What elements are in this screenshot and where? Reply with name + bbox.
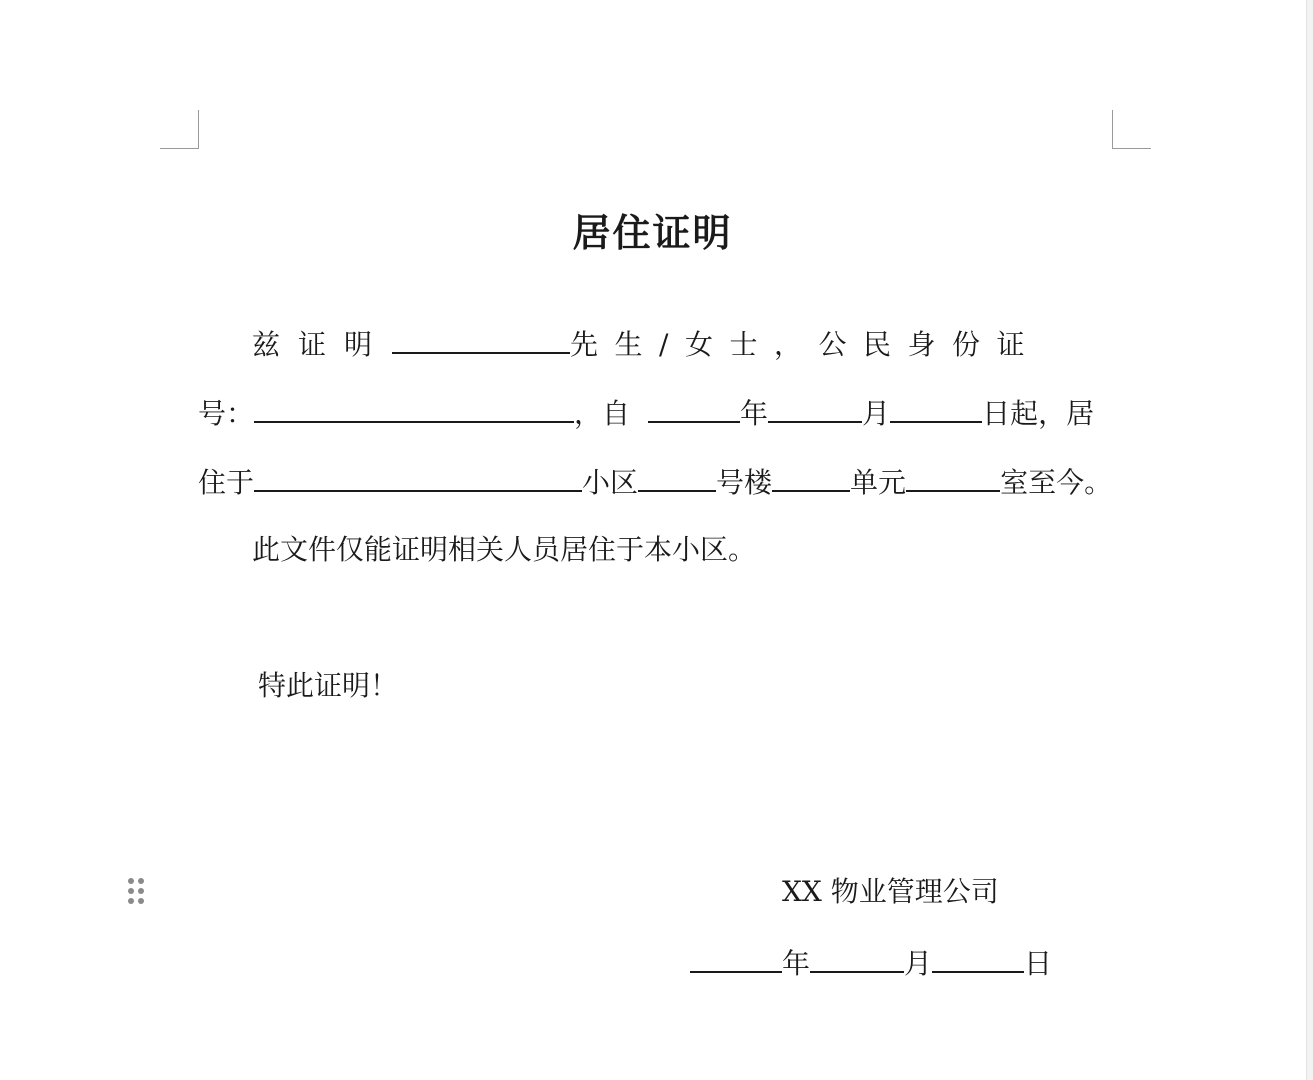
signature-date-line (690, 941, 1052, 984)
text-room-until-now: 室至今。 (1000, 466, 1113, 499)
text-day-reside: 日起，居 (982, 397, 1095, 430)
start-year-blank[interactable] (648, 391, 740, 423)
text-building: 号楼 (716, 466, 773, 499)
sign-day-blank[interactable] (932, 941, 1024, 973)
text-unit: 单元 (850, 466, 907, 499)
name-blank[interactable] (392, 322, 570, 354)
text-sign-year: 年 (782, 947, 811, 980)
closing-text: 特此证明！ (258, 669, 399, 702)
sign-month-blank[interactable] (810, 941, 904, 973)
drag-handle-icon[interactable] (128, 878, 146, 906)
document-title: 居住证明 (572, 210, 733, 255)
body-line-1 (252, 322, 1041, 365)
text-year: 年 (740, 397, 769, 430)
sign-year-blank[interactable] (690, 941, 782, 973)
company-name: XX 物业管理公司 (782, 875, 999, 908)
id-number-blank[interactable] (254, 391, 574, 423)
start-day-blank[interactable] (890, 391, 982, 423)
community-blank[interactable] (254, 460, 582, 492)
window-scroll-edge (1306, 0, 1313, 1080)
margin-corner-top-left (160, 110, 199, 149)
text-community: 小区 (582, 466, 639, 499)
body-line-4: 此文件仅能证明相关人员居住于本小区。 (252, 533, 757, 566)
room-blank[interactable] (906, 460, 1000, 492)
building-blank[interactable] (638, 460, 716, 492)
text-sign-day: 日 (1024, 947, 1053, 980)
text-month: 月 (862, 397, 891, 430)
text-certify: 兹证明 (252, 328, 391, 361)
unit-blank[interactable] (772, 460, 850, 492)
start-month-blank[interactable] (768, 391, 862, 423)
body-line-2 (198, 391, 1094, 434)
text-live-at: 住于 (198, 466, 255, 499)
text-gender-id: 先生/女士，公民身份证 (570, 328, 1041, 361)
margin-corner-top-right (1112, 110, 1151, 149)
body-line-3 (198, 460, 1112, 503)
text-number: 号： (198, 397, 255, 430)
text-sign-month: 月 (904, 947, 933, 980)
text-from: ，自 (574, 397, 631, 430)
